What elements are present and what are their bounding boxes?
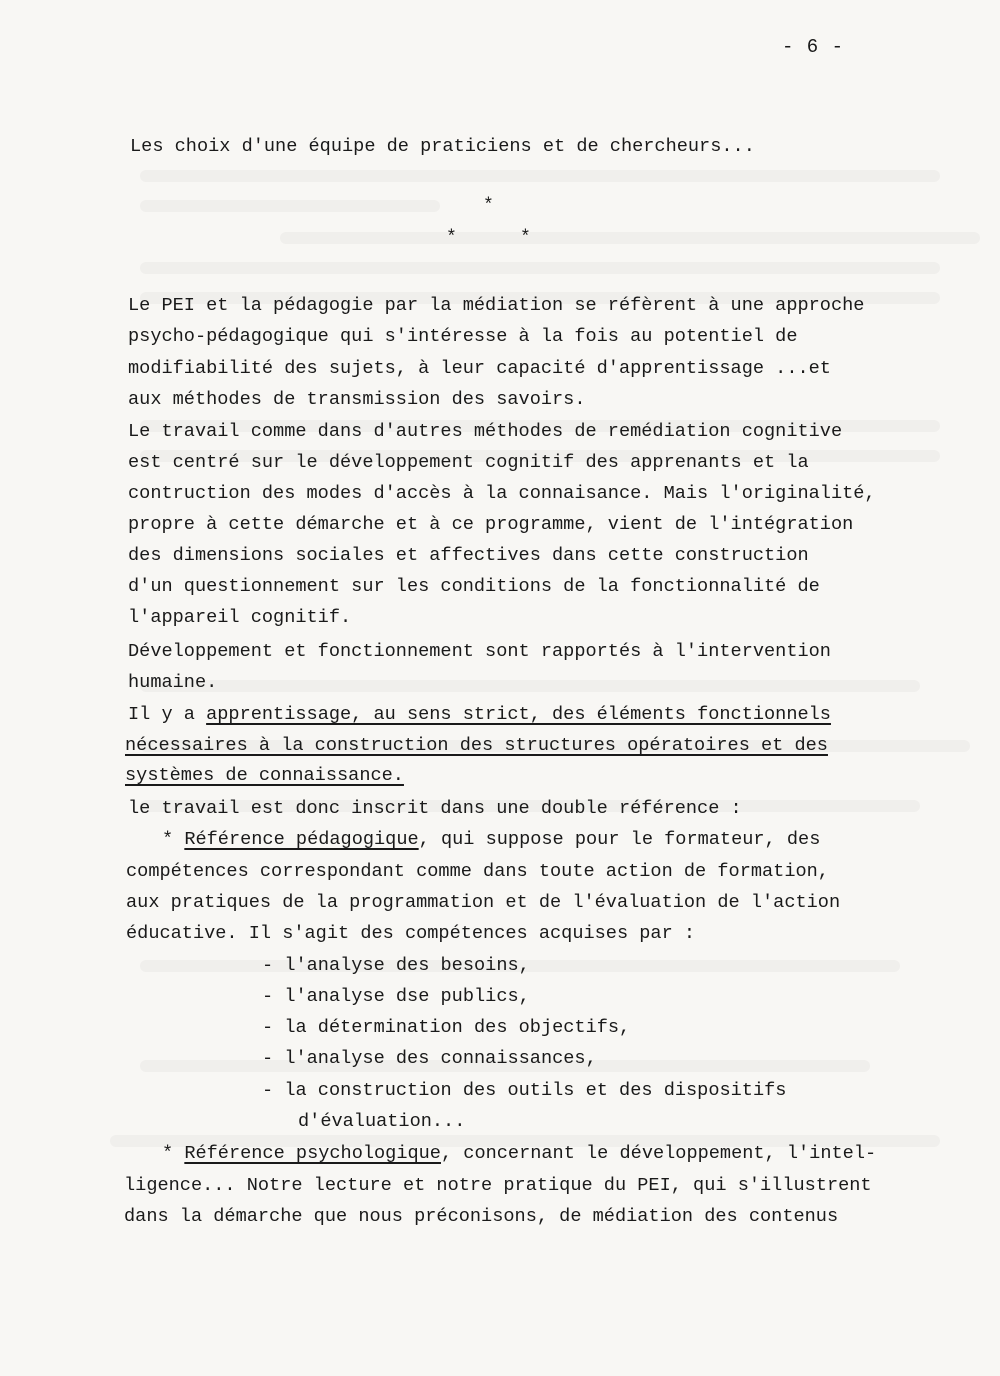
underlined-text: systèmes de connaissance. — [125, 765, 404, 786]
reference-pedagogique-heading — [162, 828, 820, 852]
list-item: - l'analyse des connaissances, — [262, 1048, 597, 1069]
bullet-star: * — [162, 829, 185, 850]
paragraph-line: psycho-pédagogique qui s'intéresse à la fois au potentiel de — [128, 326, 798, 347]
text-plain: Il y a — [128, 704, 207, 725]
paragraph-line: éducative. Il s'agit des compétences acquises par : — [126, 923, 696, 944]
page-heading: Les choix d'une équipe de praticiens et de chercheurs... — [130, 136, 755, 157]
reference-title: Référence pédagogique — [184, 829, 419, 850]
paragraph-line: le travail est donc inscrit dans une double référence : — [128, 798, 742, 819]
paragraph-line: Le PEI et la pédagogie par la médiation se réfèrent à une approche — [128, 295, 865, 316]
paragraph-line: Le travail comme dans d'autres méthodes de remédiation cognitive — [128, 421, 843, 442]
page-number: - 6 - — [782, 36, 845, 58]
reference-title: Référence psychologique — [184, 1143, 441, 1164]
paragraph-line: est centré sur le développement cognitif des apprenants et la — [128, 452, 809, 473]
list-item: - l'analyse dse publics, — [262, 986, 530, 1007]
separator-star-top: * — [483, 196, 494, 216]
paragraph-line: d'un questionnement sur les conditions de la fonctionnalité de — [128, 576, 820, 597]
paragraph-line: aux méthodes de transmission des savoirs. — [128, 389, 586, 410]
reference-rest: , concernant le développement, l'intel- — [440, 1143, 877, 1164]
reference-psychologique-heading — [162, 1142, 876, 1166]
underlined-text: apprentissage, au sens strict, des éléments fonctionnels — [206, 704, 831, 725]
paragraph-line: aux pratiques de la programmation et de l'évaluation de l'action — [126, 892, 841, 913]
paragraph-line: dans la démarche que nous préconisons, de médiation des contenus — [124, 1206, 839, 1227]
paragraph-line: compétences correspondant comme dans toute action de formation, — [126, 861, 829, 882]
list-item: - la détermination des objectifs, — [262, 1017, 631, 1038]
paragraph-line — [125, 764, 404, 788]
underlined-text: nécessaires à la construction des structures opératoires et des — [125, 735, 828, 756]
list-item: - la construction des outils et des dispositifs — [262, 1080, 787, 1101]
paragraph-line: Développement et fonctionnement sont rapportés à l'intervention — [128, 641, 831, 662]
separator-star-left: * — [446, 228, 457, 248]
paragraph-line — [128, 703, 831, 727]
list-item: - l'analyse des besoins, — [262, 955, 530, 976]
separator-star-right: * — [520, 228, 531, 248]
paragraph-line: ligence... Notre lecture et notre pratique du PEI, qui s'illustrent — [124, 1175, 872, 1196]
paragraph-line: l'appareil cognitif. — [128, 607, 352, 628]
paragraph-line — [125, 734, 828, 758]
paragraph-line: humaine. — [128, 672, 218, 693]
paragraph-line: des dimensions sociales et affectives dans cette construction — [128, 545, 809, 566]
paragraph-line: contruction des modes d'accès à la connaisance. Mais l'originalité, — [128, 483, 876, 504]
list-item: d'évaluation... — [298, 1111, 466, 1132]
bullet-star: * — [162, 1143, 185, 1164]
reference-rest: , qui suppose pour le formateur, des — [418, 829, 821, 850]
paragraph-line: modifiabilité des sujets, à leur capacité d'apprentissage ...et — [128, 358, 831, 379]
paragraph-line: propre à cette démarche et à ce programme, vient de l'intégration — [128, 514, 854, 535]
